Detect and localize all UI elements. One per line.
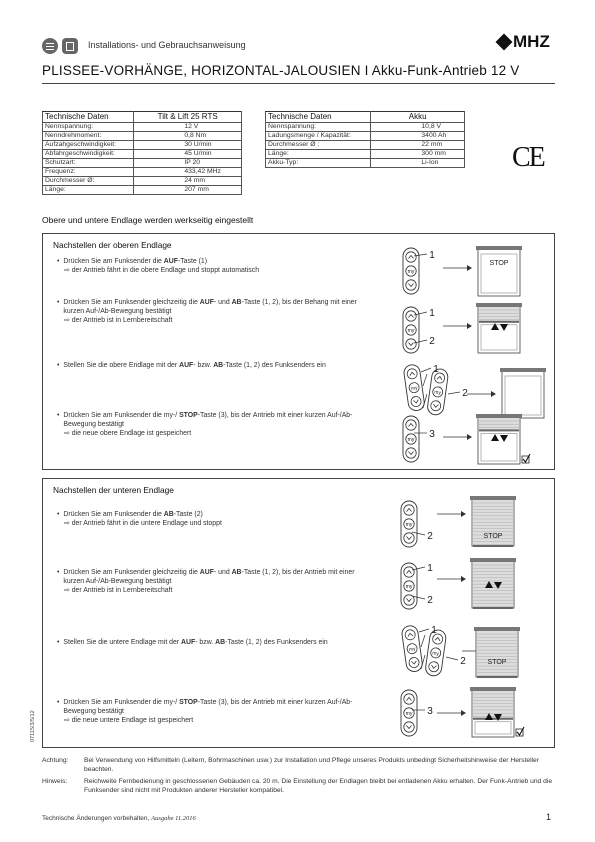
document-code: 07115/3/5/12	[30, 710, 36, 742]
bullet: •	[57, 258, 60, 265]
blind-illustration	[476, 246, 522, 296]
remote-control	[401, 501, 417, 547]
blind-fabric	[473, 562, 513, 608]
spec-column-heading: Tilt & Lift 25 RTS	[134, 112, 242, 123]
callout-3: 3	[427, 706, 433, 717]
spec-value: 24 mm	[134, 177, 242, 186]
remote-control	[401, 563, 417, 609]
arrow-right-icon: ⇨	[64, 430, 72, 437]
step-text-part: -Taste (1, 2) des Funksenders ein	[223, 362, 326, 369]
key-name: STOP	[179, 412, 198, 419]
note-label: Hinweis:	[42, 778, 68, 785]
spec-value: 0,8 Nm	[134, 132, 242, 141]
my-label: my	[431, 650, 440, 658]
arrow-right-icon	[461, 710, 466, 716]
remote-pair	[401, 625, 447, 677]
page-number: 1	[546, 812, 552, 822]
step-text-part: Drücken Sie am Funksender die	[63, 511, 164, 518]
callout-2: 2	[462, 388, 468, 399]
key-name: AUF	[199, 299, 214, 306]
stop-label: STOP	[487, 659, 507, 666]
remote-control	[427, 368, 449, 416]
remote-control	[425, 629, 447, 677]
step-text-part: -Taste (1, 2) des Funksenders ein	[225, 639, 328, 646]
headrail	[470, 687, 516, 691]
up-button	[406, 420, 416, 430]
arrow-right-icon: ⇨	[64, 520, 72, 527]
step-text-part: - und	[213, 299, 232, 306]
callout-2: 2	[427, 595, 433, 606]
spec-label: Aufzahgeschwindigkeit:	[43, 141, 134, 150]
spec-value: 10,8 V	[371, 123, 465, 132]
spec-label: Frequenz:	[43, 168, 134, 177]
blind-illustration	[470, 687, 524, 737]
spec-label: Länge:	[43, 186, 134, 195]
edition: Ausgabe 11.2016	[151, 815, 196, 822]
spec-column-heading: Akku	[371, 112, 465, 123]
headrail	[476, 303, 522, 307]
remote-control	[403, 248, 419, 294]
my-label: my	[410, 385, 418, 393]
note	[42, 777, 555, 795]
arrow-right-icon	[467, 323, 472, 329]
step-text-part: -Taste (3), bis der Antrieb mit einer kurzen Auf-/Ab-Bewegung bestätigt	[63, 699, 353, 715]
down-button	[404, 533, 414, 543]
step-text-part: -Taste (2)	[173, 511, 203, 518]
arrow-right-icon	[467, 434, 472, 440]
arrow-right-icon: ⇨	[64, 267, 72, 274]
window-frame	[502, 370, 544, 418]
spec-value: 30 U/min	[134, 141, 242, 150]
bullet: •	[57, 299, 60, 306]
up-button	[406, 252, 416, 262]
spec-label: Ladungsmenge / Kapazität:	[266, 132, 371, 141]
stop-label: STOP	[483, 533, 503, 540]
key-name: AUF	[181, 639, 196, 646]
step-text-part: -Taste (3), bis der Antrieb mit einer kurzen Auf-/Ab-Bewegung bestätigt	[63, 412, 353, 428]
slash-mark	[423, 374, 427, 386]
callout-3: 3	[429, 429, 435, 440]
my-label: my	[407, 437, 415, 443]
my-label: my	[405, 522, 413, 528]
spec-value: 22 mm	[371, 141, 465, 150]
remote-control	[403, 364, 425, 412]
spec-label: Akku-Typ:	[266, 159, 371, 168]
down-button	[406, 448, 416, 458]
note-text: Bei Verwendung von Hilfsmitteln (Leitern, Bohrmaschinen usw.) zur Installation und Pflege unseres Produkts unbedingt Sicherheitshinweise der Hersteller beachten.	[84, 757, 539, 773]
spec-label: Schutzart:	[43, 159, 134, 168]
result-text: die neue obere Endlage ist gespeichert	[71, 430, 192, 437]
spec-value: 3400 Ah	[371, 132, 465, 141]
step-text-part: - bzw.	[195, 639, 216, 646]
up-button	[404, 694, 414, 704]
step-text-part: Stellen Sie die obere Endlage mit der	[63, 362, 180, 369]
up-button	[406, 311, 416, 321]
step-text-part: -Taste (1, 2), bis der Behang mit einer kurzen Auf-/Ab-Bewegung bestätigt	[63, 299, 357, 315]
result-text: die neue untere Endlage ist gespeichert	[71, 717, 194, 724]
spec-label: Nennspannung:	[43, 123, 134, 132]
bottom-rail	[479, 321, 519, 323]
blind-illustration	[474, 627, 520, 678]
my-label: my	[405, 711, 413, 717]
step-text-part: - und	[213, 569, 232, 576]
arrow-right-icon	[461, 511, 466, 517]
spec-label: Nenndrehmoment:	[43, 132, 134, 141]
slash-mark	[421, 635, 425, 647]
result-text: der Antrieb ist in Lernbereitschaft	[71, 317, 173, 324]
spec-value: 12 V	[134, 123, 242, 132]
callout-line	[446, 657, 458, 660]
spec-value: IP 20	[134, 159, 242, 168]
blind-illustration	[476, 303, 522, 353]
bottom-rail	[473, 607, 513, 609]
my-label: my	[408, 646, 416, 654]
remote-control	[403, 307, 419, 353]
callout-2: 2	[429, 336, 435, 347]
bullet: •	[57, 511, 60, 518]
step-text-part: Drücken Sie am Funksender gleichzeitig die	[63, 569, 200, 576]
key-name: AB	[163, 511, 174, 518]
down-button	[404, 722, 414, 732]
bottom-rail	[477, 676, 517, 678]
section-title: Nachstellen der oberen Endlage	[53, 240, 172, 250]
arrow-right-icon: ⇨	[64, 317, 72, 324]
spec-label: Länge:	[266, 150, 371, 159]
section-title: Nachstellen der unteren Endlage	[53, 485, 174, 495]
step-text-part: Drücken Sie am Funksender gleichzeitig die	[63, 299, 200, 306]
note-label: Achtung:	[42, 757, 69, 764]
headrail	[500, 368, 546, 372]
spec-value: Li-Ion	[371, 159, 465, 168]
callout-2: 2	[460, 656, 466, 667]
blind-fabric	[477, 631, 517, 677]
key-name: AB	[231, 299, 242, 306]
result-text: der Antrieb fährt in die obere Endlage und stoppt automatisch	[71, 267, 260, 274]
my-label: my	[407, 328, 415, 334]
up-button	[404, 567, 414, 577]
spec-value: 45 U/min	[134, 150, 242, 159]
callout-line	[419, 629, 429, 632]
spec-label: Durchmesser Ø :	[266, 141, 371, 150]
bullet: •	[57, 569, 60, 576]
key-name: AUF	[199, 569, 214, 576]
remote-pair	[403, 364, 449, 416]
my-label: my	[433, 389, 442, 397]
intro-text: Obere und untere Endlage werden werkseitig eingestellt	[42, 215, 254, 225]
my-label: my	[405, 584, 413, 590]
key-name: AB	[215, 639, 226, 646]
spec-heading: Technische Daten	[266, 112, 371, 123]
key-name: AUF	[163, 258, 178, 265]
ce-mark: CE	[512, 142, 544, 173]
step-text-part: Drücken Sie am Funksender die my-/	[63, 412, 180, 419]
bullet: •	[57, 699, 60, 706]
key-name: AUF	[179, 362, 194, 369]
callout-1: 1	[429, 308, 435, 319]
arrow-right-icon: ⇨	[64, 717, 72, 724]
step-text-part: Drücken Sie am Funksender die my-/	[63, 699, 180, 706]
up-button	[404, 505, 414, 515]
note	[42, 756, 555, 774]
callout-1: 1	[429, 250, 435, 261]
callout-1: 1	[427, 563, 433, 574]
footer	[42, 815, 196, 822]
spec-value: 433,42 MHz	[134, 168, 242, 177]
spec-label: Nennspannung:	[266, 123, 371, 132]
headrail	[470, 496, 516, 500]
step-text-part: Drücken Sie am Funksender die	[63, 258, 164, 265]
step-text-part: Stellen Sie die untere Endlage mit der	[63, 639, 182, 646]
remote-control	[403, 416, 419, 462]
spec-heading: Technische Daten	[43, 112, 134, 123]
callout-line	[421, 368, 431, 372]
arrow-right-icon	[467, 265, 472, 271]
step-text-part: - bzw.	[193, 362, 214, 369]
bullet: •	[57, 639, 60, 646]
spec-label: Abfahrgeschwindigkeit:	[43, 150, 134, 159]
safety-notes	[42, 756, 555, 795]
bottom-rail	[473, 545, 513, 547]
key-name: AB	[231, 569, 242, 576]
bottom-rail	[473, 718, 513, 720]
callout-2: 2	[427, 531, 433, 542]
callout-1: 1	[431, 625, 437, 636]
blind-illustration	[470, 496, 516, 547]
arrow-right-icon	[461, 576, 466, 582]
result-text: der Antrieb fährt in die untere Endlage und stoppt	[71, 520, 222, 527]
spec-label: Durchmesser Ø:	[43, 177, 134, 186]
down-button	[406, 280, 416, 290]
result-text: der Antrieb ist in Lernbereitschaft	[71, 587, 173, 594]
bullet: •	[57, 362, 60, 369]
blind-illustration	[476, 414, 530, 464]
callout-line	[448, 392, 460, 394]
key-name: STOP	[179, 699, 198, 706]
blind-illustration	[470, 558, 516, 609]
blind-illustration	[500, 368, 546, 418]
window-frame	[478, 248, 520, 296]
header-subtitle: Installations- und Gebrauchsanweisung	[88, 40, 246, 50]
callout-1: 1	[433, 364, 439, 375]
page-title: PLISSEE-VORHÄNGE, HORIZONTAL-JALOUSIEN I Akku-Funk-Antrieb 12 V	[42, 63, 520, 78]
spec-value: 207 mm	[134, 186, 242, 195]
note-text: Reichweite Fernbedienung in geschlossenen Gebäuden ca. 20 m. Die Einstellung der Endlagen bleibt bei entladenen Akku erhalten. Der Funk-Antrieb und die Funksender sind nicht mit Produkten anderer Hersteller kompatibel.	[84, 778, 553, 794]
headrail	[476, 414, 522, 418]
headrail	[470, 558, 516, 562]
blind-fabric	[473, 691, 513, 719]
headrail	[474, 627, 520, 631]
footer-text: Technische Änderungen vorbehalten,	[42, 815, 152, 822]
step-text-part: -Taste (1, 2), bis der Antrieb mit einer kurzen Auf-/Ab-Bewegung bestätigt	[63, 569, 355, 585]
stop-label: STOP	[489, 260, 509, 267]
remote-control	[401, 690, 417, 736]
key-name: AB	[213, 362, 224, 369]
my-label: my	[407, 269, 415, 275]
down-button	[406, 339, 416, 349]
logo-text: MHZ	[513, 32, 550, 51]
arrow-right-icon	[491, 391, 496, 397]
arrow-right-icon: ⇨	[64, 587, 72, 594]
headrail	[476, 246, 522, 250]
spec-value: 300 mm	[371, 150, 465, 159]
bullet: •	[57, 412, 60, 419]
step-text-part: -Taste (1)	[177, 258, 208, 265]
bottom-rail	[479, 429, 519, 431]
